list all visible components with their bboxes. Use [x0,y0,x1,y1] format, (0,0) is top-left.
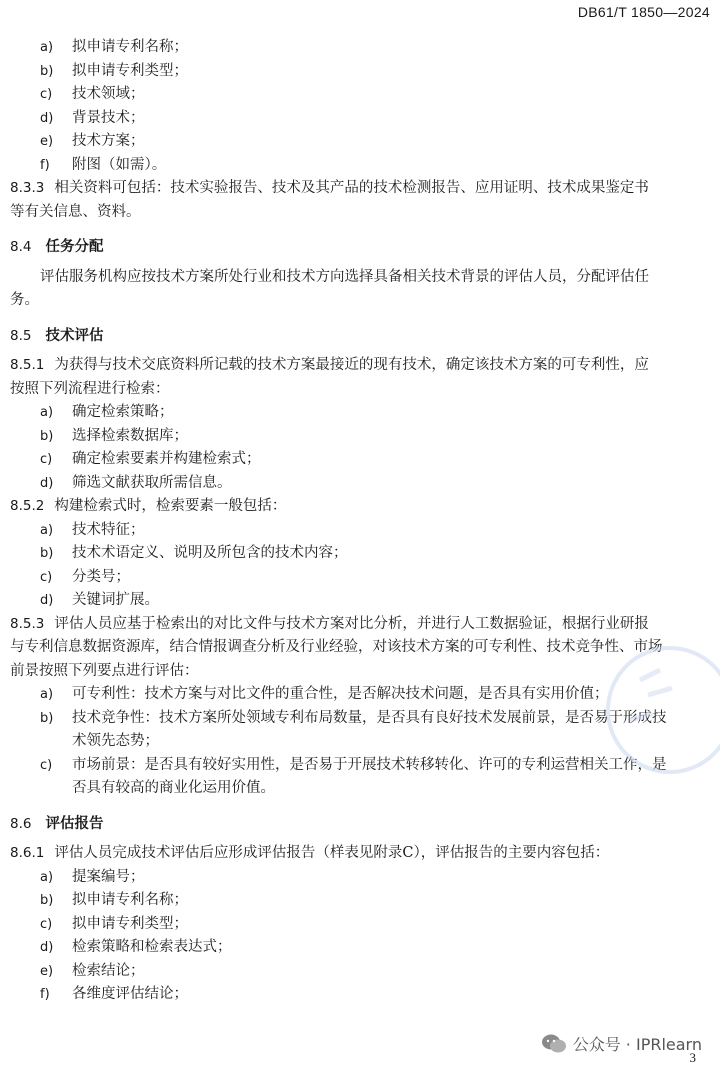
standard-number: DB61/T 1850—2024 [577,4,710,20]
list-item-cont: 术领先态势； [72,733,159,749]
page-number: 3 [689,1050,696,1065]
list-item: a) 提案编号； [40,868,145,885]
list-item: b) 拟申请专利类型； [40,62,188,79]
list-item: d) 关键词扩展。 [40,592,159,608]
wechat-icon [541,1033,567,1055]
list-item: d) 筛选文献获取所需信息。 [40,474,232,491]
clause-8-5-3-cont: 与专利信息数据资源库，结合情报调查分析及行业经验，对该技术方案的可专利性、技术竞争性、市场 [10,639,663,655]
list-item: c) 确定检索要素并构建检索式； [40,451,261,467]
list-item: d) 检索策略和检索表达式； [40,939,232,955]
list-item-cont: 否具有较高的商业化运用价值。 [72,780,275,796]
document-body [10,36,712,1007]
list-item: b) 技术术语定义、说明及所包含的技术内容； [40,545,348,561]
clause-8-6-1: 8.6.1 评估人员完成技术评估后应形成评估报告（样表见附录C），评估报告的主要内容包括： [10,845,610,861]
list-item: d) 背景技术； [40,109,145,126]
clause-8-3-3: 8.3.3 相关资料可包括：技术实验报告、技术及其产品的技术检测报告、应用证明、技术成果鉴定书 [10,180,649,196]
list-item: a) 可专利性：技术方案与对比文件的重合性，是否解决技术问题，是否具有实用价值； [40,686,609,702]
list-item: f) 各维度评估结论； [40,986,188,1002]
clause-8-3-3-cont: 等有关信息、资料。 [10,203,141,220]
section-heading-8-5: 8.5 技术评估 [10,327,104,344]
list-item: e) 技术方案； [40,133,145,149]
list-item: b) 选择检索数据库； [40,427,188,444]
list-item: c) 拟申请专利类型； [40,915,188,932]
paragraph-8-4: 评估服务机构应按技术方案所处行业和技术方向选择具备相关技术背景的评估人员，分配评估任 [40,268,649,285]
list-item: a) 技术特征； [40,521,145,538]
list-item: a) 确定检索策略； [40,404,174,420]
clause-8-5-2: 8.5.2 构建检索式时，检索要素一般包括： [10,498,287,514]
paragraph-8-4-cont: 务。 [10,292,39,308]
section-heading-8-6: 8.6 评估报告 [10,815,104,832]
list-item: f) 附图（如需）。 [40,156,167,173]
list-item: c) 市场前景：是否具有较好实用性，是否易于开展技术转移转化、许可的专利运营相关工作，是 [40,756,667,773]
list-item: a) 拟申请专利名称； [40,39,188,55]
official-stamp-watermark [600,640,720,780]
list-item: b) 拟申请专利名称； [40,892,188,908]
clause-8-5-1-cont: 按照下列流程进行检索： [10,380,170,397]
list-item: c) 分类号； [40,568,130,585]
section-heading-8-4: 8.4 任务分配 [10,239,104,255]
list-item: b) 技术竞争性：技术方案所处领域专利布局数量，是否具有良好技术发展前景，是否易于形成技 [40,709,667,726]
wechat-watermark [541,1032,702,1055]
list-item: c) 技术领域； [40,86,145,102]
list-item: e) 检索结论； [40,962,145,979]
clause-8-5-3: 8.5.3 评估人员应基于检索出的对比文件与技术方案对比分析，并进行人工数据验证，根据行业研报 [10,615,649,632]
watermark-text: 公众号 · IPRlearn [572,1035,702,1054]
clause-8-5-3-cont: 前景按照下列要点进行评估： [10,662,199,679]
clause-8-5-1: 8.5.1 为获得与技术交底资料所记载的技术方案最接近的现有技术，确定该技术方案的可专利性，应 [10,357,649,373]
